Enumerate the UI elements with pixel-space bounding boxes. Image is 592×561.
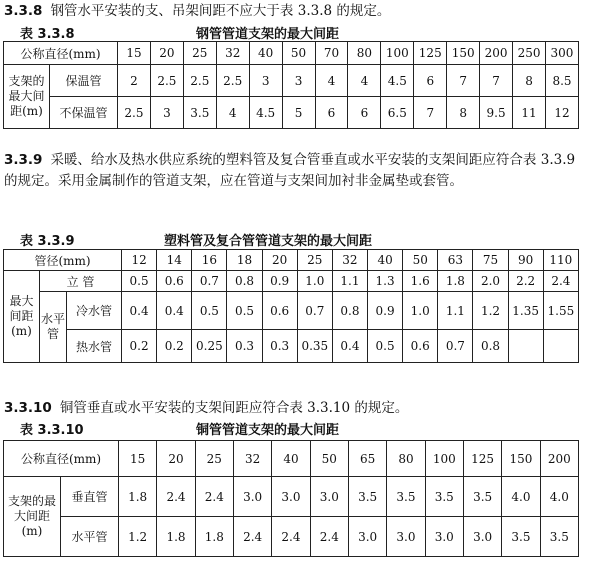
- value-cell: 8.5: [545, 65, 578, 97]
- table-title: 钢管管道支架的最大间距: [196, 27, 340, 42]
- value-cell: 1.3: [368, 271, 403, 292]
- value-cell: 2.0: [473, 271, 508, 292]
- value-cell: [508, 330, 543, 363]
- value-cell: 5: [282, 97, 315, 129]
- value-cell: 0.8: [227, 271, 262, 292]
- row-label: 水平管: [61, 517, 119, 557]
- diameter-cell: 20: [262, 250, 297, 271]
- header-row: [4, 42, 579, 65]
- diameter-cell: 32: [233, 441, 271, 477]
- value-cell: 4.0: [502, 477, 540, 517]
- diameter-cell: 20: [150, 42, 183, 65]
- value-cell: 3.5: [463, 477, 501, 517]
- value-cell: 7: [447, 65, 480, 97]
- diameter-cell: 20: [157, 441, 195, 477]
- value-cell: 1.1: [332, 271, 367, 292]
- diameter-cell: 100: [425, 441, 463, 477]
- value-cell: 3.0: [463, 517, 501, 557]
- value-cell: 8: [447, 97, 480, 129]
- table-row: [4, 97, 579, 129]
- diameter-cell: 110: [543, 250, 578, 271]
- value-cell: 1.0: [403, 292, 438, 330]
- value-cell: 2.4: [157, 477, 195, 517]
- row-label: 不保温管: [50, 97, 118, 129]
- steel-pipe-support-table: [3, 41, 579, 129]
- section-number: 3.3.10: [4, 400, 52, 416]
- value-cell: 2.4: [310, 517, 348, 557]
- diameter-cell: 14: [157, 250, 192, 271]
- table-label: 表 3.3.10: [20, 423, 84, 438]
- table-caption-3-3-10: [20, 419, 580, 437]
- section-number: 3.3.9: [4, 152, 43, 168]
- value-cell: 1.2: [119, 517, 157, 557]
- value-cell: 6: [348, 97, 381, 129]
- value-cell: 2.5: [216, 65, 249, 97]
- section-3-3-10-text: [4, 398, 590, 419]
- diameter-cell: 16: [192, 250, 227, 271]
- diameter-cell: 300: [545, 42, 578, 65]
- table-label: 表 3.3.9: [20, 234, 75, 249]
- diameter-cell: 150: [502, 441, 540, 477]
- diameter-cell: 40: [368, 250, 403, 271]
- diameter-cell: 125: [463, 441, 501, 477]
- diameter-cell: 80: [387, 441, 425, 477]
- value-cell: 0.2: [122, 330, 157, 363]
- diameter-cell: 15: [119, 441, 157, 477]
- value-cell: 3.0: [310, 477, 348, 517]
- value-cell: 2.4: [195, 477, 233, 517]
- value-cell: 2.5: [150, 65, 183, 97]
- value-cell: 7: [480, 65, 513, 97]
- value-cell: 1.6: [403, 271, 438, 292]
- value-cell: 3.5: [183, 97, 216, 129]
- value-cell: 0.5: [122, 271, 157, 292]
- table-row: [4, 330, 579, 363]
- value-cell: 2.5: [183, 65, 216, 97]
- table-title: 铜管管道支架的最大间距: [196, 423, 340, 438]
- value-cell: 6: [414, 65, 447, 97]
- diameter-cell: 50: [282, 42, 315, 65]
- row-label: 冷水管: [67, 292, 122, 330]
- row-group-label: 支架的最大间距(m): [4, 477, 61, 557]
- diameter-cell: 70: [315, 42, 348, 65]
- value-cell: 4: [315, 65, 348, 97]
- table-label: 表 3.3.8: [20, 27, 75, 42]
- row-label: 垂直管: [61, 477, 119, 517]
- table-row: [4, 517, 579, 557]
- row-label: 立 管: [40, 271, 122, 292]
- value-cell: 0.2: [157, 330, 192, 363]
- value-cell: 7: [414, 97, 447, 129]
- section-body: 钢管水平安装的支、吊架间距不应大于表 3.3.8 的规定。: [50, 3, 391, 19]
- value-cell: 0.5: [192, 292, 227, 330]
- value-cell: 2.4: [233, 517, 271, 557]
- value-cell: 0.8: [473, 330, 508, 363]
- value-cell: 9.5: [480, 97, 513, 129]
- value-cell: 0.9: [368, 292, 403, 330]
- value-cell: 3.0: [272, 477, 310, 517]
- value-cell: 0.5: [368, 330, 403, 363]
- table-row: [4, 477, 579, 517]
- diameter-cell: 18: [227, 250, 262, 271]
- diameter-cell: 65: [348, 441, 386, 477]
- value-cell: 0.35: [297, 330, 332, 363]
- value-cell: 4: [216, 97, 249, 129]
- value-cell: 3.0: [387, 517, 425, 557]
- value-cell: 0.25: [192, 330, 227, 363]
- value-cell: 3.0: [233, 477, 271, 517]
- row-group-label: 最大间距(m): [4, 271, 40, 363]
- table-caption-3-3-9: [20, 230, 580, 248]
- value-cell: 1.55: [543, 292, 578, 330]
- value-cell: 0.3: [227, 330, 262, 363]
- diameter-cell: 100: [381, 42, 414, 65]
- header-row: [4, 250, 579, 271]
- value-cell: 3: [150, 97, 183, 129]
- header-label: 公称直径(mm): [4, 441, 119, 477]
- value-cell: 1.8: [438, 271, 473, 292]
- value-cell: 2.5: [118, 97, 151, 129]
- section-number: 3.3.8: [4, 3, 43, 19]
- row-group-label: 支架的最大间距(m): [4, 65, 50, 129]
- diameter-cell: 250: [513, 42, 546, 65]
- value-cell: 0.5: [227, 292, 262, 330]
- value-cell: 3.5: [348, 477, 386, 517]
- diameter-cell: 50: [403, 250, 438, 271]
- diameter-cell: 15: [118, 42, 151, 65]
- value-cell: 1.8: [195, 517, 233, 557]
- table-caption-3-3-8: [20, 23, 580, 41]
- diameter-cell: 90: [508, 250, 543, 271]
- value-cell: 4.0: [540, 477, 578, 517]
- value-cell: 0.4: [122, 292, 157, 330]
- value-cell: 0.6: [403, 330, 438, 363]
- sub-group-label: 水平管: [40, 292, 67, 363]
- value-cell: 0.4: [332, 330, 367, 363]
- table-row: [4, 292, 579, 330]
- section-body: 铜管垂直或水平安装的支架间距应符合表 3.3.10 的规定。: [59, 400, 409, 416]
- diameter-cell: 150: [447, 42, 480, 65]
- value-cell: 1.0: [297, 271, 332, 292]
- value-cell: 0.9: [262, 271, 297, 292]
- row-label: 保温管: [50, 65, 118, 97]
- row-label: 热水管: [67, 330, 122, 363]
- value-cell: 2.4: [543, 271, 578, 292]
- value-cell: 3: [282, 65, 315, 97]
- value-cell: 8: [513, 65, 546, 97]
- value-cell: 1.8: [119, 477, 157, 517]
- value-cell: 4: [348, 65, 381, 97]
- diameter-cell: 200: [540, 441, 578, 477]
- diameter-cell: 25: [195, 441, 233, 477]
- value-cell: 0.7: [438, 330, 473, 363]
- table-row: [4, 65, 579, 97]
- value-cell: 0.3: [262, 330, 297, 363]
- value-cell: 3.0: [425, 517, 463, 557]
- header-row: [4, 441, 579, 477]
- value-cell: 0.7: [192, 271, 227, 292]
- value-cell: 4.5: [381, 65, 414, 97]
- value-cell: 1.2: [473, 292, 508, 330]
- diameter-cell: 12: [122, 250, 157, 271]
- diameter-cell: 32: [332, 250, 367, 271]
- value-cell: 1.8: [157, 517, 195, 557]
- value-cell: 2.2: [508, 271, 543, 292]
- value-cell: 3.5: [387, 477, 425, 517]
- value-cell: 2.4: [272, 517, 310, 557]
- section-body: 采暖、给水及热水供应系统的塑料管及复合管垂直或水平安装的支架间距应符合表 3.3.9 的规定。采用金属制作的管道支架，应在管道与支架间加衬非金属垫或套管。: [4, 152, 576, 189]
- value-cell: 3.5: [540, 517, 578, 557]
- value-cell: 0.6: [157, 271, 192, 292]
- value-cell: 0.6: [262, 292, 297, 330]
- section-3-3-8-text: [4, 1, 590, 22]
- value-cell: 0.7: [297, 292, 332, 330]
- value-cell: 3.0: [348, 517, 386, 557]
- diameter-cell: 25: [183, 42, 216, 65]
- diameter-cell: 25: [297, 250, 332, 271]
- diameter-cell: 75: [473, 250, 508, 271]
- value-cell: 1.35: [508, 292, 543, 330]
- value-cell: 12: [545, 97, 578, 129]
- diameter-cell: 63: [438, 250, 473, 271]
- header-label: 公称直径(mm): [4, 42, 118, 65]
- diameter-cell: 50: [310, 441, 348, 477]
- section-3-3-9-text: [4, 150, 590, 192]
- diameter-cell: 200: [480, 42, 513, 65]
- value-cell: 3.5: [502, 517, 540, 557]
- diameter-cell: 80: [348, 42, 381, 65]
- value-cell: 0.4: [157, 292, 192, 330]
- value-cell: 0.8: [332, 292, 367, 330]
- copper-pipe-support-table: [3, 440, 579, 557]
- value-cell: 2: [118, 65, 151, 97]
- diameter-cell: 32: [216, 42, 249, 65]
- table-title: 塑料管及复合管管道支架的最大间距: [164, 234, 373, 249]
- value-cell: 6.5: [381, 97, 414, 129]
- diameter-cell: 40: [272, 441, 310, 477]
- diameter-cell: 125: [414, 42, 447, 65]
- header-label: 管径(mm): [4, 250, 122, 271]
- value-cell: 11: [513, 97, 546, 129]
- value-cell: [543, 330, 578, 363]
- value-cell: 3: [249, 65, 282, 97]
- value-cell: 4.5: [249, 97, 282, 129]
- table-row: [4, 271, 579, 292]
- plastic-pipe-support-table: [3, 249, 579, 363]
- value-cell: 6: [315, 97, 348, 129]
- value-cell: 1.1: [438, 292, 473, 330]
- value-cell: 3.5: [425, 477, 463, 517]
- diameter-cell: 40: [249, 42, 282, 65]
